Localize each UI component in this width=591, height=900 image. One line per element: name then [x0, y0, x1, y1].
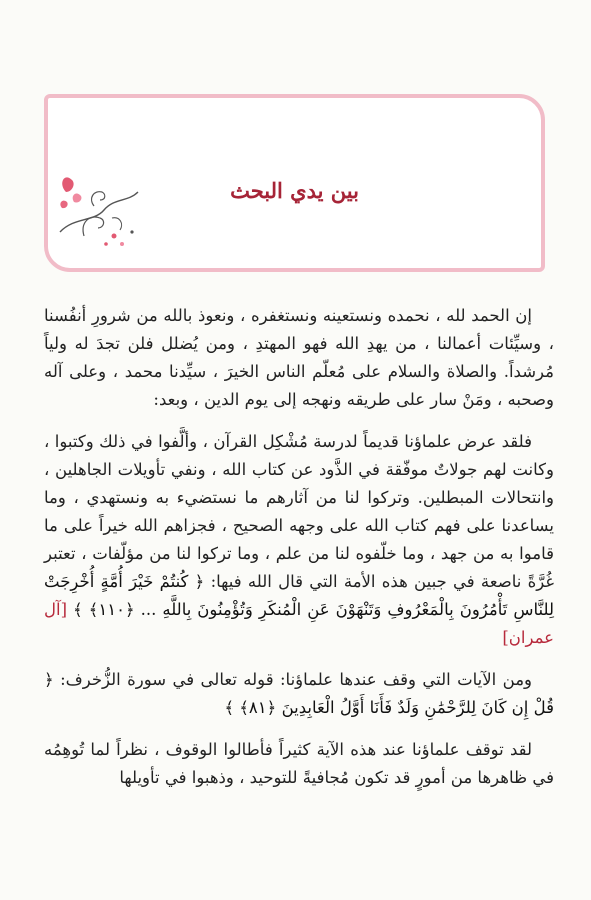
quran-quote-zukhruf: ﴿ قُلْ إِن كَانَ لِلرَّحْمَٰنِ وَلَدٌ فَأَنَا أَوَّلُ الْعَابِدِينَ ﴿٨١﴾ ﴾	[44, 670, 554, 717]
paragraph-scholars	[44, 428, 554, 652]
paragraph-intro: إن الحمد لله ، نحمده ونستعينه ونستغفره ، ونعوذ بالله من شرورِ أنفُسنا ، وسيِّئات أعمالنا ، من يهدِ الله فهو المهتدِ ، ومن يُضلل فلن تجدَ له ولياً مُرشداً. والصلاة والسلام على مُعلّم الناس الخيرَ ، سيِّدنا محمد ، وعلى آله وصحبه ، ومَنْ سار على طريقه ونهجه إلى يوم الدين ، وبعد:	[44, 306, 554, 409]
quran-reference-al-imran: [آل عمران]	[44, 600, 554, 647]
body-text	[44, 302, 554, 792]
section-title: بين يدي البحث	[230, 178, 359, 203]
title-box	[44, 94, 545, 272]
floral-ornament-icon	[54, 162, 146, 254]
paragraph-zukhruf-text: ومن الآيات التي وقف عندها علماؤنا: قوله تعالى في سورة الزُّخرف:	[60, 670, 533, 689]
paragraph-zukhruf	[44, 666, 554, 722]
paragraph-interpretation: لقد توقف علماؤنا عند هذه الآية كثيراً فأطالوا الوقوف ، نظراً لما تُوهِمُه في ظاهرها من أمورٍ قد تكون مُجافيةً للتوحيد ، وذهبوا في تأويلها	[44, 740, 554, 787]
paragraph-scholars-text: فلقد عرض علماؤنا قديماً لدرسة مُشْكِل القرآن ، وألَّفوا في ذلك وكتبوا ، وكانت لهم جولاتٌ موفّقة في الذَّود عن كتاب الله ، ونفي تأويلات الجاهلين ، وانتحالات المبطلين. وتركوا لنا من آثارهم ما نستضيء به ونستهدي ، وما يساعدنا على فهم كتاب الله على وجهه الصحيح ، فجزاهم الله خيراً على ما قاموا به من جهد ، وما خلّفوه لنا من علم ، وما تركوا لنا من مؤلّفات ، تعتبر غُرَّةً ناصعة في جبين هذه الأمة التي قال الله فيها:	[44, 432, 554, 591]
quran-quote-al-imran: ﴿ كُنتُمْ خَيْرَ أُمَّةٍ أُخْرِجَتْ لِلنَّاسِ تَأْمُرُونَ بِالْمَعْرُوفِ وَتَنْهَوْنَ عَنِ الْمُنكَرِ وَتُؤْمِنُونَ بِاللَّهِ ... ﴿١١٠﴾ ﴾	[44, 572, 554, 619]
